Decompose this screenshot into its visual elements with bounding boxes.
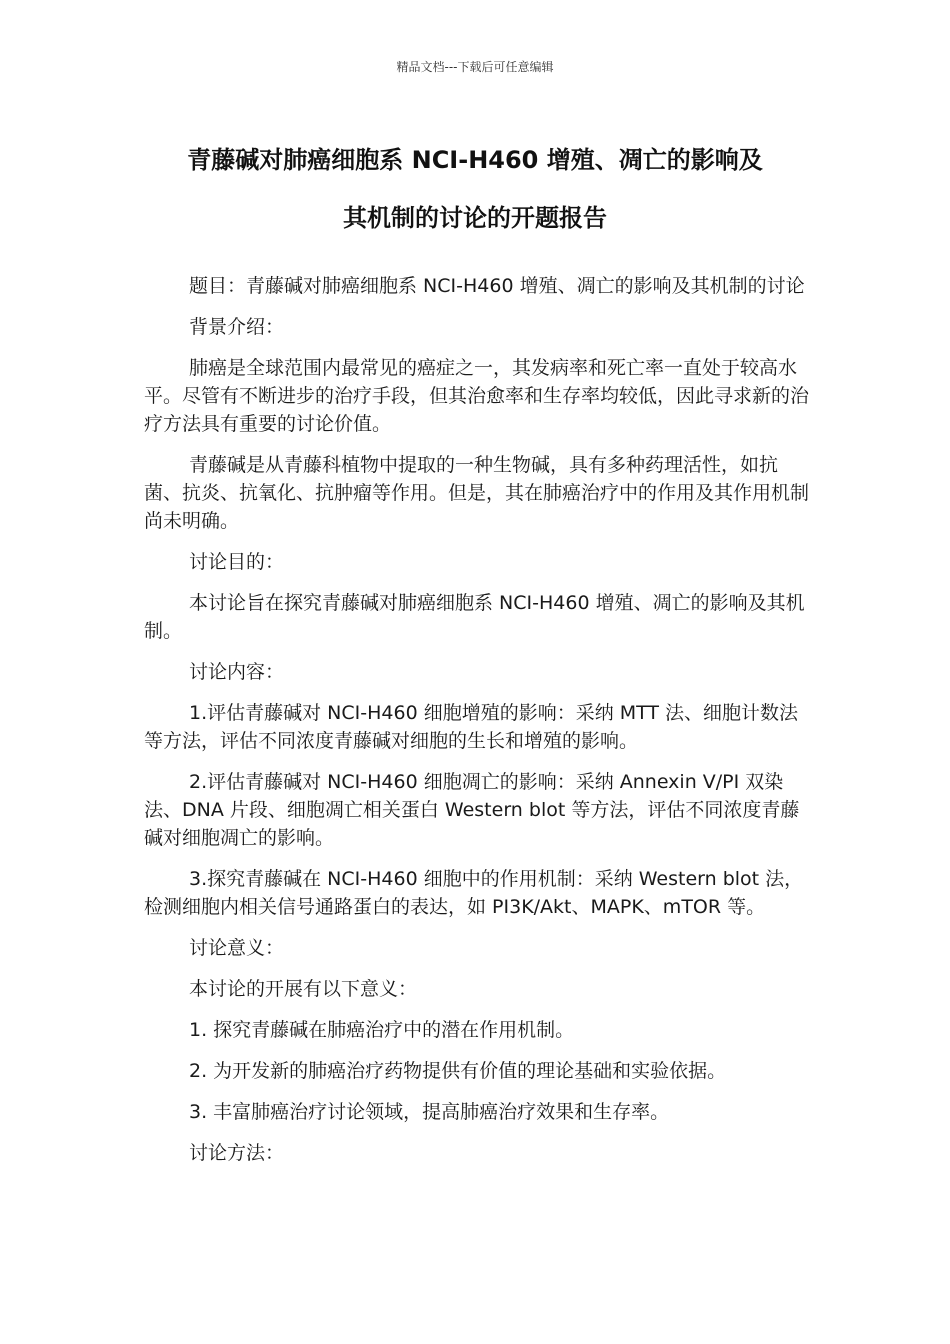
heading-background: 背景介绍： <box>189 316 285 338</box>
heading-method: 讨论方法： <box>189 1142 285 1164</box>
paragraph-significance-intro: 本讨论的开展有以下意义： <box>189 978 418 1000</box>
paragraph-content-1: 1.评估青藤碱对 NCI-H460 细胞增殖的影响：采纳 MTT 法、细胞计数法等方法，评估不同浓度青藤碱对细胞的生长和增殖的影响。 <box>144 702 799 752</box>
header-note: 精品文档---下载后可任意编辑 <box>396 60 554 74</box>
heading-purpose: 讨论目的： <box>189 551 285 573</box>
heading-content: 讨论内容： <box>189 661 285 683</box>
title-line-2: 其机制的讨论的开题报告 <box>343 204 607 232</box>
heading-significance: 讨论意义： <box>189 937 285 959</box>
paragraph-background-2: 青藤碱是从青藤科植物中提取的一种生物碱，具有多种药理活性，如抗菌、抗炎、抗氧化、抗肿瘤等作用。但是，其在肺癌治疗中的作用及其作用机制尚未明确。 <box>144 454 810 532</box>
paragraph-significance-2: 2. 为开发新的肺癌治疗药物提供有价值的理论基础和实验依据。 <box>189 1060 727 1082</box>
paragraph-significance-3: 3. 丰富肺癌治疗讨论领域，提高肺癌治疗效果和生存率。 <box>189 1101 670 1123</box>
paragraph-content-3: 3.探究青藤碱在 NCI-H460 细胞中的作用机制：采纳 Western blot 法，检测细胞内相关信号通路蛋白的表达，如 PI3K/Akt、MAPK、mTOR 等。 <box>144 868 804 918</box>
document-body <box>144 272 809 1180</box>
paragraph-background-1: 肺癌是全球范围内最常见的癌症之一，其发病率和死亡率一直处于较高水平。尽管有不断进步的治疗手段，但其治愈率和生存率均较低，因此寻求新的治疗方法具有重要的讨论价值。 <box>144 357 810 435</box>
paragraph-content-2: 2.评估青藤碱对 NCI-H460 细胞凋亡的影响：采纳 Annexin V/PI 双染法、DNA 片段、细胞凋亡相关蛋白 Western blot 等方法，评估不同浓度青藤碱对细胞凋亡的影响。 <box>144 771 800 849</box>
title-line-1: 青藤碱对肺癌细胞系 NCI-H460 增殖、凋亡的影响及 <box>187 146 763 174</box>
paragraph-purpose: 本讨论旨在探究青藤碱对肺癌细胞系 NCI-H460 增殖、凋亡的影响及其机制。 <box>144 592 805 642</box>
paragraph-topic: 题目：青藤碱对肺癌细胞系 NCI-H460 增殖、凋亡的影响及其机制的讨论 <box>189 275 805 297</box>
paragraph-significance-1: 1. 探究青藤碱在肺癌治疗中的潜在作用机制。 <box>189 1019 575 1041</box>
